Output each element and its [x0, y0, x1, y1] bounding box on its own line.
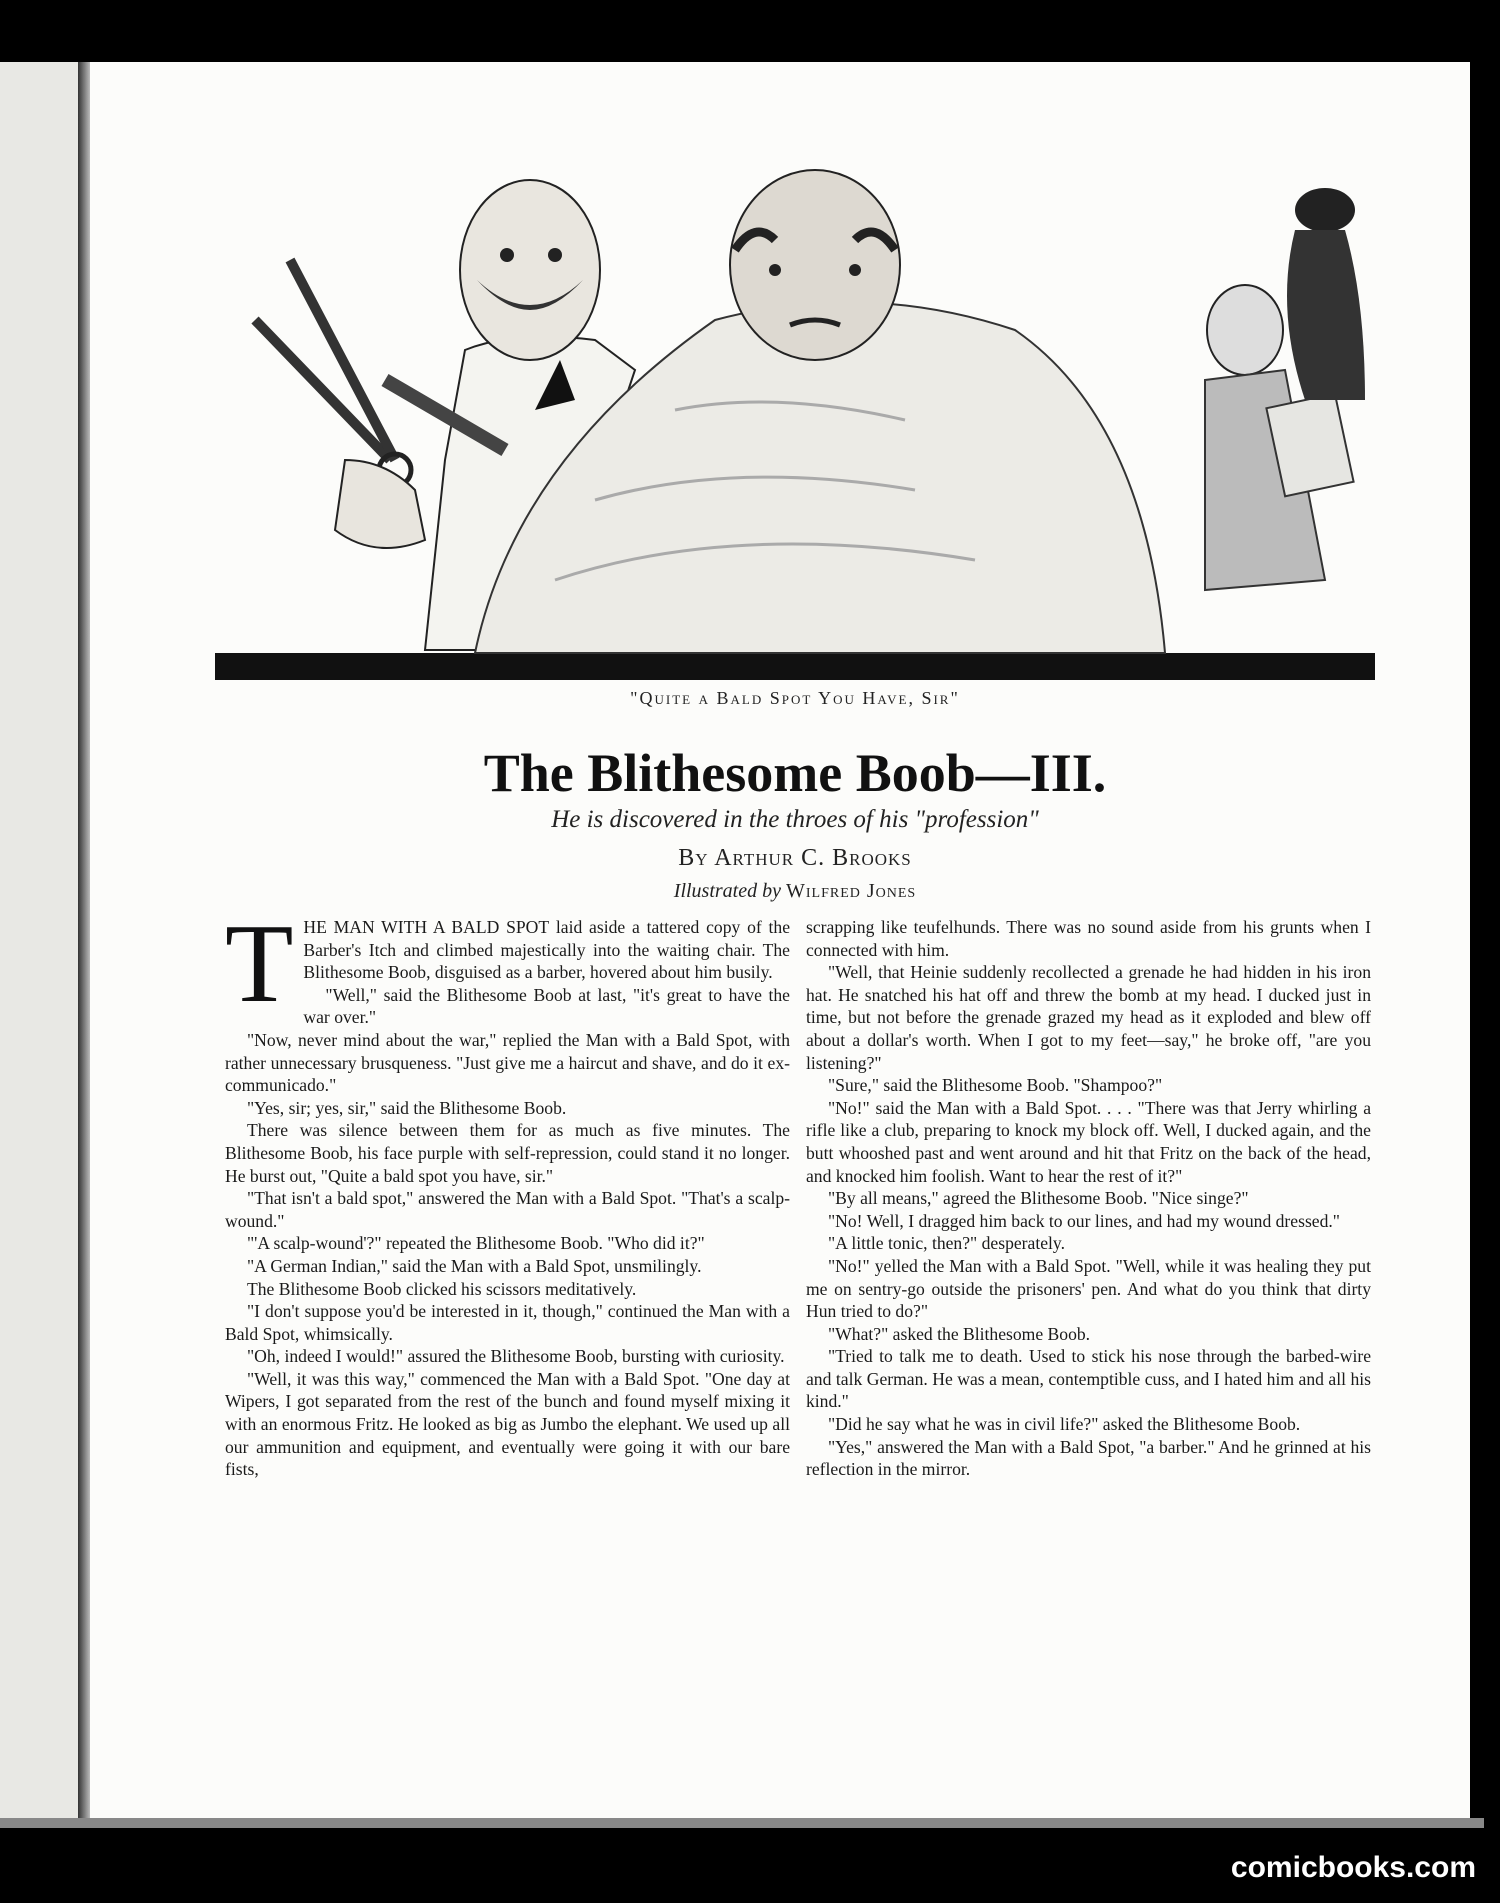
article-subtitle: He is discovered in the throes of his "profession"	[551, 806, 1039, 833]
text-column-left	[225, 902, 790, 1481]
paragraph: scrapping like teufelhunds. There was no sound aside from his grunts when I connected with him.	[806, 917, 1371, 960]
paragraph: "A little tonic, then?" desperately.	[828, 1233, 1065, 1254]
previous-page-sliver	[0, 62, 78, 1818]
paragraph: "A German Indian," said the Man with a Bald Spot, unsmilingly.	[247, 1255, 702, 1276]
paragraph: "No!" said the Man with a Bald Spot. . . . "There was that Jerry whirling a rifle like a club, preparing to knock my block off. Well, I ducked again, and the butt whooshed past and went around and hit that Fritz on the back of the head, and knocked him foolish. Want to hear the rest of it?"	[806, 1097, 1371, 1186]
barbershop-illustration	[215, 160, 1375, 680]
paragraph: "Tried to talk me to death. Used to stick his nose through the barbed-wire and talk German. He was a mean, contemptible cuss, and I hated him and all his kind."	[806, 1346, 1371, 1412]
paragraph: "Well," said the Blithesome Boob at last, "it's great to have the war over."	[303, 984, 790, 1028]
paragraph: "No!" yelled the Man with a Bald Spot. "Well, while it was healing they put me on sentry-go outside the prisoners' pen. And what do you think that dirty Hun tried to do?"	[806, 1255, 1371, 1322]
paragraph: There was silence between them for as much as five minutes. The Blithesome Boob, his face purple with self-repression, could stand it no longer. He burst out, "Quite a bald spot you have, sir."	[225, 1120, 790, 1186]
paragraph: "'A scalp-wound'?" repeated the Blithesome Boob. "Who did it?"	[247, 1233, 705, 1254]
illustrator-credit	[215, 880, 1375, 903]
paragraph: The Blithesome Boob clicked his scissors meditatively.	[247, 1278, 637, 1299]
paragraph: "No! Well, I dragged him back to our lines, and had my wound dressed."	[828, 1210, 1340, 1231]
page-bottom-edge	[0, 1818, 1500, 1828]
illustration-caption: "Quite a Bald Spot You Have, Sir"	[630, 688, 960, 708]
opening-smallcaps: HE MAN WITH A BALD SPOT	[303, 917, 550, 937]
paragraph: "Yes, sir; yes, sir," said the Blithesome Boob.	[247, 1097, 567, 1118]
article-title: The Blithesome Boob—III.	[483, 743, 1107, 803]
text-column-right	[806, 916, 1371, 1481]
paragraph: "Did he say what he was in civil life?" asked the Blithesome Boob.	[828, 1414, 1301, 1435]
paragraph: "What?" asked the Blithesome Boob.	[828, 1323, 1091, 1344]
right-border	[1484, 0, 1500, 1903]
paragraph: "Now, never mind about the war," replied the Man with a Bald Spot, with rather unnecessary brusqueness. "Just give me a haircut and shave, and do it ex-communicado."	[225, 1029, 790, 1096]
paragraph: "Well, that Heinie suddenly recollected a grenade he had hidden in his iron hat. He snatched his hat off and threw the bomb at my head. I ducked just in time, but not before the grenade grazed my head as it exploded and blew off about a dollar's worth. When I got to my feet—say," he broke off, "are you listening?"	[806, 962, 1371, 1073]
illustrator-name: Wilfred Jones	[786, 880, 917, 902]
author-byline: By Arthur C. Brooks	[678, 845, 912, 871]
illustrated-label: Illustrated by	[673, 880, 781, 902]
opening-text: laid aside a tattered copy of the Barber's Itch and climbed majestically into the waiting chair. The Blithesome Boob, disguised as a barber, hovered about him busily.	[303, 917, 790, 983]
paragraph: "Oh, indeed I would!" assured the Blithesome Boob, bursting with curiosity.	[247, 1346, 785, 1367]
paragraph: "Well, it was this way," commenced the Man with a Bald Spot. "One day at Wipers, I got separated from the rest of the bunch and found myself mixing it with an enormous Fritz. He looked as big as Jumbo the elephant. We used up all our ammunition and equipment, and eventually were going it with our bare fists,	[225, 1368, 790, 1480]
site-watermark: comicbooks.com	[1230, 1851, 1476, 1884]
paragraph: "By all means," agreed the Blithesome Boob. "Nice singe?"	[828, 1188, 1249, 1209]
paragraph: "I don't suppose you'd be interested in it, though," continued the Man with a Bald Spot, whimsically.	[225, 1301, 790, 1344]
paragraph: "That isn't a bald spot," answered the Man with a Bald Spot. "That's a scalp-wound."	[225, 1188, 790, 1231]
paragraph: "Sure," said the Blithesome Boob. "Shampoo?"	[828, 1075, 1163, 1096]
paragraph: "Yes," answered the Man with a Bald Spot, "a barber." And he grinned at his reflection in the mirror.	[806, 1436, 1371, 1480]
page-gutter	[78, 62, 90, 1818]
drop-cap: T	[225, 902, 294, 1026]
